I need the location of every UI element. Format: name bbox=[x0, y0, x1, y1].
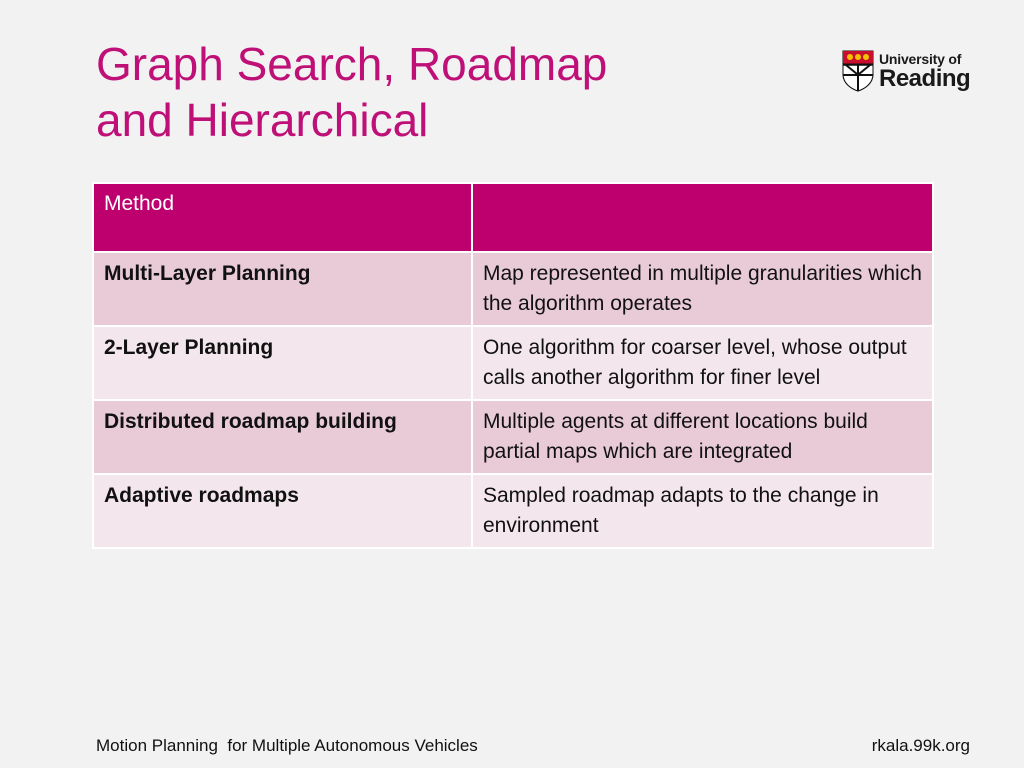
logo-line-2: Reading bbox=[879, 64, 971, 92]
method-description-cell: Map represented in multiple granularities which the algorithm operates bbox=[472, 252, 933, 326]
logo-line-1: University of bbox=[879, 50, 962, 67]
slide-title-line-2: and Hierarchical bbox=[96, 94, 429, 146]
table-row bbox=[93, 252, 933, 326]
method-description-cell: One algorithm for coarser level, whose output calls another algorithm for finer level bbox=[472, 326, 933, 400]
column-header-description bbox=[472, 183, 933, 252]
slide-title-line-1: Graph Search, Roadmap bbox=[96, 38, 608, 90]
table-row bbox=[93, 474, 933, 548]
method-name-cell: Distributed roadmap building bbox=[93, 400, 472, 474]
university-crest-icon bbox=[842, 50, 874, 92]
method-description-cell: Sampled roadmap adapts to the change in environment bbox=[472, 474, 933, 548]
method-name-cell: Multi-Layer Planning bbox=[93, 252, 472, 326]
table-row bbox=[93, 400, 933, 474]
method-description-cell: Multiple agents at different locations build partial maps which are integrated bbox=[472, 400, 933, 474]
slide-title bbox=[96, 36, 716, 148]
methods-table bbox=[92, 182, 934, 549]
footer-website: rkala.99k.org bbox=[871, 736, 970, 755]
table-header-row bbox=[93, 183, 933, 252]
footer-course-title: Motion Planning for Multiple Autonomous Vehicles bbox=[96, 736, 478, 755]
method-name-cell: Adaptive roadmaps bbox=[93, 474, 472, 548]
logo-wordmark bbox=[879, 52, 970, 91]
table-row bbox=[93, 326, 933, 400]
method-name-cell: 2-Layer Planning bbox=[93, 326, 472, 400]
university-logo bbox=[842, 49, 976, 93]
column-header-method: Method bbox=[93, 183, 472, 252]
